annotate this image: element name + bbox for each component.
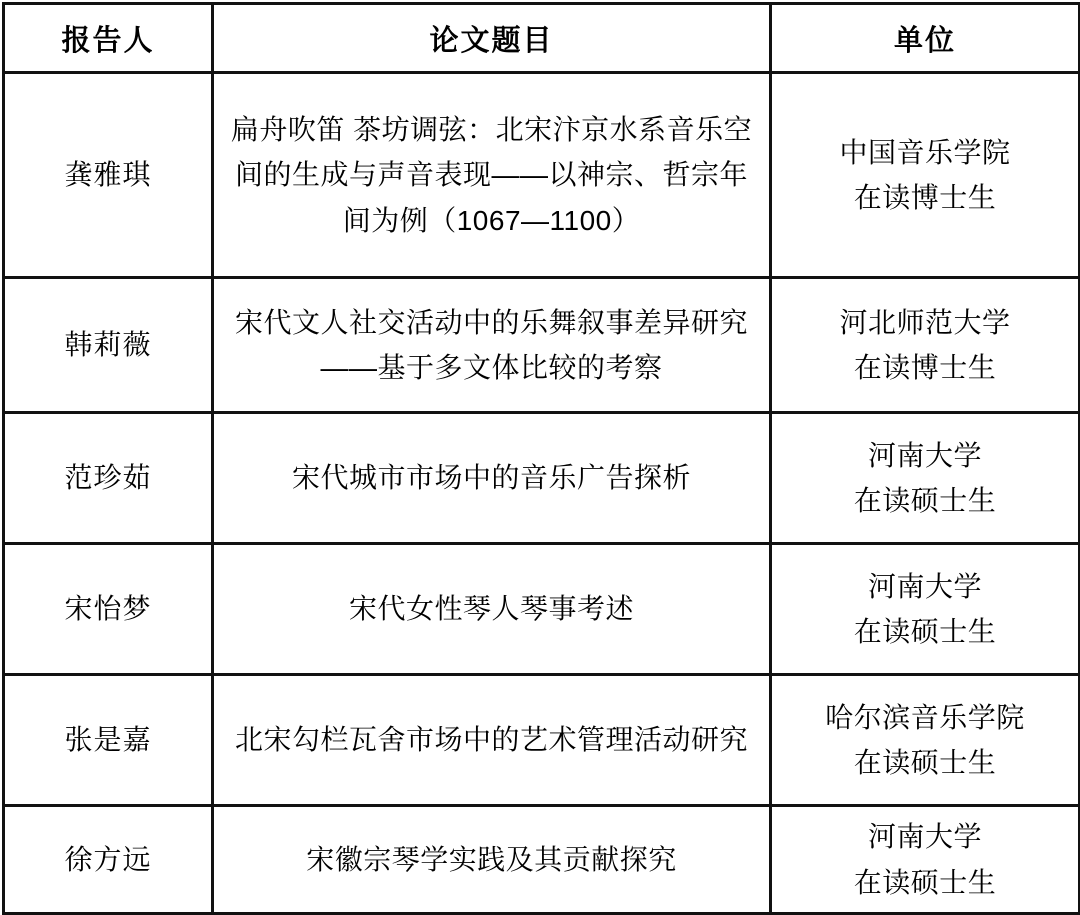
column-header-speaker: 报告人 bbox=[4, 4, 213, 73]
cell-paper-title: 宋代女性琴人琴事考述 bbox=[213, 544, 771, 675]
table-row bbox=[4, 806, 1080, 914]
table-row bbox=[4, 278, 1080, 413]
cell-affiliation bbox=[771, 806, 1080, 914]
affiliation-institution: 哈尔滨音乐学院 bbox=[825, 701, 1025, 733]
affiliation-institution: 河南大学 bbox=[867, 570, 982, 602]
cell-speaker: 范珍茹 bbox=[4, 413, 213, 544]
cell-affiliation bbox=[771, 73, 1080, 278]
table-body bbox=[4, 73, 1080, 914]
table-row bbox=[4, 413, 1080, 544]
affiliation-institution: 中国音乐学院 bbox=[839, 136, 1011, 168]
cell-paper-title: 宋代文人社交活动中的乐舞叙事差异研究——基于多文体比较的考察 bbox=[213, 278, 771, 413]
cell-speaker: 宋怡梦 bbox=[4, 544, 213, 675]
table-row bbox=[4, 73, 1080, 278]
affiliation-status: 在读硕士生 bbox=[853, 866, 997, 898]
table-row bbox=[4, 675, 1080, 806]
affiliation-status: 在读硕士生 bbox=[853, 747, 997, 778]
cell-speaker: 张是嘉 bbox=[4, 675, 213, 806]
table-header bbox=[4, 4, 1080, 73]
affiliation-status: 在读硕士生 bbox=[853, 616, 997, 647]
cell-affiliation bbox=[771, 278, 1080, 413]
affiliation-institution: 河南大学 bbox=[867, 821, 982, 853]
affiliation-status: 在读博士生 bbox=[853, 352, 997, 383]
cell-paper-title: 宋徽宗琴学实践及其贡献探究 bbox=[213, 806, 771, 914]
affiliation-status: 在读硕士生 bbox=[853, 485, 997, 516]
cell-paper-title: 扁舟吹笛 茶坊调弦：北宋汴京水系音乐空间的生成与声音表现——以神宗、哲宗年间为例（1067—1100） bbox=[213, 73, 771, 278]
cell-affiliation bbox=[771, 413, 1080, 544]
cell-affiliation bbox=[771, 675, 1080, 806]
cell-paper-title: 北宋勾栏瓦舍市场中的艺术管理活动研究 bbox=[213, 675, 771, 806]
table-row bbox=[4, 544, 1080, 675]
column-header-affiliation: 单位 bbox=[771, 4, 1080, 73]
column-header-paper-title: 论文题目 bbox=[213, 4, 771, 73]
affiliation-status: 在读博士生 bbox=[853, 182, 997, 213]
cell-affiliation bbox=[771, 544, 1080, 675]
conference-session-table bbox=[2, 2, 1080, 915]
cell-speaker: 韩莉薇 bbox=[4, 278, 213, 413]
cell-paper-title: 宋代城市市场中的音乐广告探析 bbox=[213, 413, 771, 544]
table-header-row bbox=[4, 4, 1080, 73]
cell-speaker: 龚雅琪 bbox=[4, 73, 213, 278]
cell-speaker: 徐方远 bbox=[4, 806, 213, 914]
affiliation-institution: 河北师范大学 bbox=[839, 306, 1011, 338]
affiliation-institution: 河南大学 bbox=[867, 439, 982, 471]
